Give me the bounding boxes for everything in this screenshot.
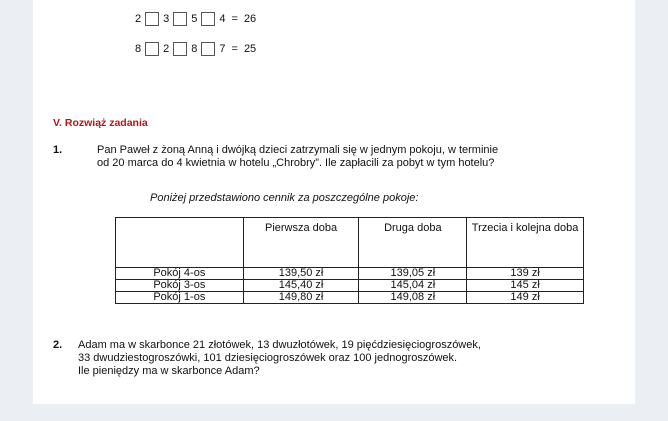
- table-cell: 145 zł: [467, 280, 584, 292]
- table-cell: 139 zł: [467, 268, 584, 280]
- number: 5: [191, 13, 198, 25]
- number: 2: [135, 13, 142, 25]
- task-line: Pan Paweł z żoną Anną i dwójką dzieci zatrzymali się w jednym pokoju, w terminie: [97, 144, 499, 156]
- table-cell: 145,04 zł: [359, 280, 467, 292]
- task-line: od 20 marca do 4 kwietnia w hotelu „Chrobry”. Ile zapłacili za pobyt w tym hotelu?: [97, 157, 495, 169]
- number: 8: [191, 43, 198, 55]
- equals-sign: =: [231, 43, 238, 55]
- table-cell: 145,40 zł: [243, 280, 359, 292]
- table-cell: 139,50 zł: [243, 268, 359, 280]
- task-text: [78, 339, 481, 378]
- table-header-cell: Pierwsza doba: [243, 218, 359, 268]
- table-header-row: [116, 218, 584, 268]
- task-number: 1.: [53, 144, 63, 156]
- table-cell: 149 zł: [467, 292, 584, 304]
- table-cell: 149,08 zł: [359, 292, 467, 304]
- blank-box[interactable]: [173, 12, 187, 26]
- table-intro: Poniżej przedstawiono cennik za poszczególne pokoje:: [150, 192, 419, 204]
- blank-box[interactable]: [173, 42, 187, 56]
- blank-box[interactable]: [145, 12, 159, 26]
- price-table: [115, 217, 584, 304]
- equation-row: [135, 12, 256, 26]
- task-text: [97, 144, 498, 170]
- task-line: 33 dwudziestogroszówki, 101 dziesięciogroszówek oraz 100 jednogroszówek.: [78, 352, 458, 364]
- table-header-cell: Trzecia i kolejna doba: [467, 218, 584, 268]
- table-header-cell: Druga doba: [359, 218, 467, 268]
- table-cell: Pokój 3-os: [116, 280, 244, 292]
- section-title: V. Rozwiąż zadania: [53, 117, 148, 129]
- task-number: 2.: [53, 339, 63, 351]
- blank-box[interactable]: [201, 12, 215, 26]
- worksheet-page: [33, 0, 635, 404]
- table-cell: 139,05 zł: [359, 268, 467, 280]
- task-line: Adam ma w skarbonce 21 złotówek, 13 dwuzłotówek, 19 pięćdziesięciogroszówek,: [78, 339, 481, 351]
- table-cell: Pokój 4-os: [116, 268, 244, 280]
- table-row: [116, 268, 584, 280]
- equation-row: [135, 42, 256, 56]
- number: 4: [219, 13, 226, 25]
- number: 8: [135, 43, 142, 55]
- blank-box[interactable]: [145, 42, 159, 56]
- table-row: [116, 280, 584, 292]
- table-header-cell: [116, 218, 244, 268]
- number: 3: [163, 13, 170, 25]
- equals-sign: =: [231, 13, 238, 25]
- table-cell: 149,80 zł: [243, 292, 359, 304]
- number: 2: [163, 43, 170, 55]
- number: 7: [219, 43, 226, 55]
- result: 26: [243, 13, 257, 25]
- table-cell: Pokój 1-os: [116, 292, 244, 304]
- result: 25: [243, 43, 257, 55]
- blank-box[interactable]: [201, 42, 215, 56]
- task-line: Ile pieniędzy ma w skarbonce Adam?: [78, 365, 260, 377]
- table-row: [116, 292, 584, 304]
